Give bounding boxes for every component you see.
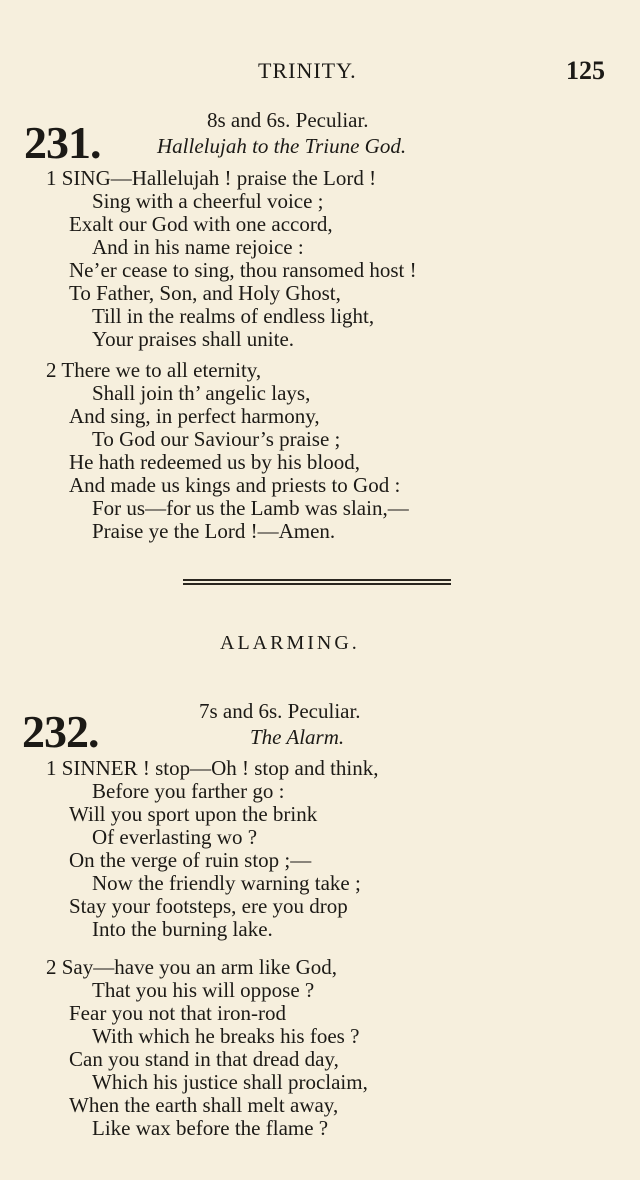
verse-line: Praise ye the Lord !—Amen. [92, 519, 336, 543]
page-number: 125 [566, 56, 605, 85]
verse-line: 2 Say—have you an arm like God, [46, 955, 338, 979]
verse-line: Stay your footsteps, ere you drop [69, 894, 348, 918]
verse-line: And in his name rejoice : [92, 235, 304, 259]
verse-line: Till in the realms of endless light, [92, 304, 375, 328]
hymn-meter: 8s and 6s. Peculiar. [207, 108, 369, 132]
verse-line: Shall join th’ angelic lays, [92, 381, 311, 405]
verse-line: 2 There we to all eternity, [46, 358, 262, 382]
verse-line: And sing, in perfect harmony, [69, 404, 320, 428]
verse-line: And made us kings and priests to God : [69, 473, 401, 497]
section-heading: ALARMING. [220, 632, 360, 654]
verse-line: Will you sport upon the brink [69, 802, 318, 826]
hymn-title: Hallelujah to the Triune God. [157, 134, 407, 158]
verse-line: To Father, Son, and Holy Ghost, [69, 281, 341, 305]
verse-line: 1 SING—Hallelujah ! praise the Lord ! [46, 166, 377, 190]
verse-line: Like wax before the flame ? [92, 1116, 329, 1140]
verse-line: Before you farther go : [92, 779, 285, 803]
hymn-title: The Alarm. [250, 725, 345, 749]
verse-line: Now the friendly warning take ; [92, 871, 361, 895]
section-divider [183, 579, 451, 585]
verse-line: Fear you not that iron-rod [69, 1001, 286, 1025]
verse-line: With which he breaks his foes ? [92, 1024, 360, 1048]
verse-line: Exalt our God with one accord, [69, 212, 333, 236]
hymn-number: 231. [24, 117, 101, 168]
verse-line: Of everlasting wo ? [92, 825, 258, 849]
verse-line: That you his will oppose ? [92, 978, 315, 1002]
verse-line: Which his justice shall proclaim, [92, 1070, 368, 1094]
verse-line: He hath redeemed us by his blood, [69, 450, 361, 474]
verse-line: Sing with a cheerful voice ; [92, 189, 324, 213]
running-title: TRINITY. [258, 58, 357, 83]
verse-line: On the verge of ruin stop ;— [69, 848, 312, 872]
verse-line: 1 SINNER ! stop—Oh ! stop and think, [46, 756, 379, 780]
verse-line: Your praises shall unite. [92, 327, 295, 351]
verse-line: Can you stand in that dread day, [69, 1047, 339, 1071]
verse-line: When the earth shall melt away, [69, 1093, 339, 1117]
verse-line: To God our Saviour’s praise ; [92, 427, 341, 451]
verse-line: Ne’er cease to sing, thou ransomed host ! [69, 258, 417, 282]
hymn-number: 232. [22, 706, 99, 757]
hymn-meter: 7s and 6s. Peculiar. [199, 699, 361, 723]
verse-line: For us—for us the Lamb was slain,— [92, 496, 409, 520]
verse-line: Into the burning lake. [92, 917, 273, 941]
